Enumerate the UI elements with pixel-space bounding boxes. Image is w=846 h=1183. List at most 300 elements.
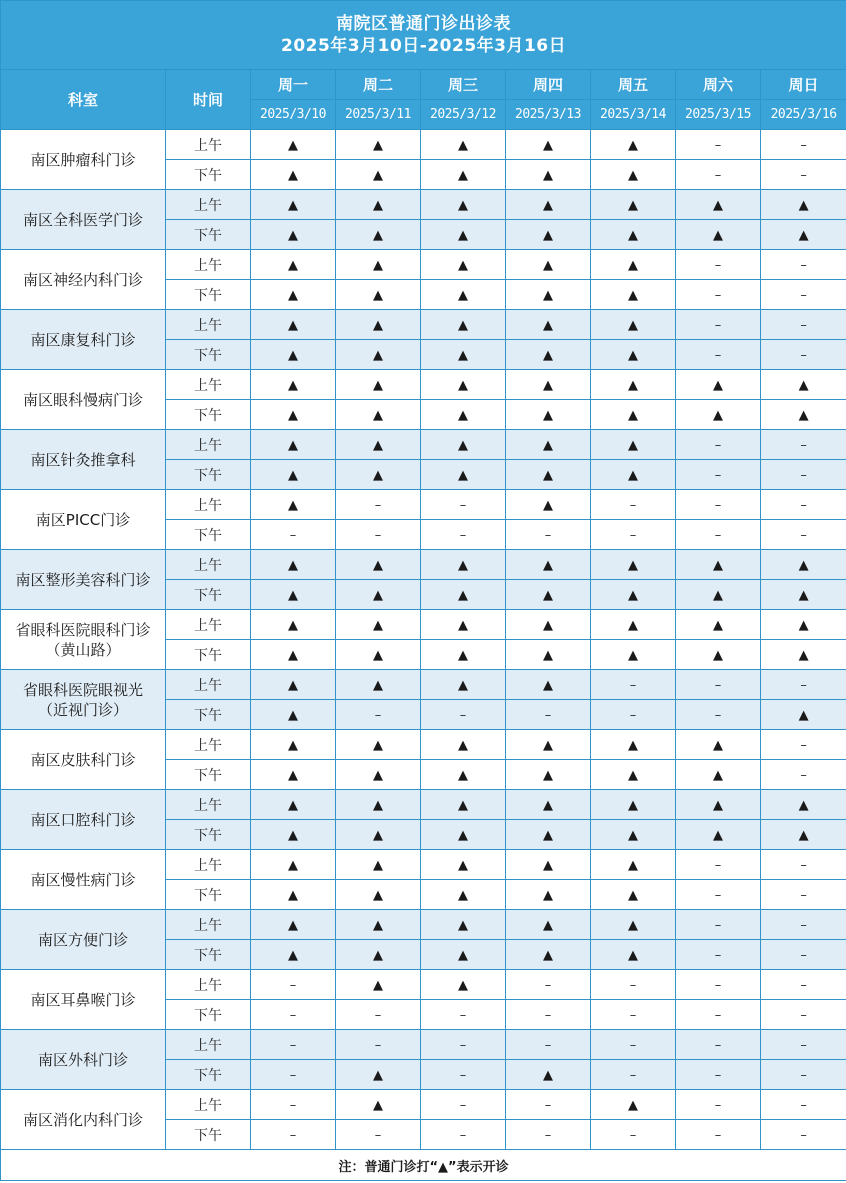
department-name	[1, 850, 166, 910]
open-marker-icon: ▲	[628, 287, 638, 303]
period-label: 上午	[166, 910, 251, 940]
schedule-cell	[506, 250, 591, 280]
table-row	[1, 190, 846, 220]
open-marker-icon: ▲	[543, 617, 553, 633]
schedule-cell	[251, 430, 336, 460]
open-marker-icon: ▲	[628, 887, 638, 903]
closed-dash: –	[374, 1127, 382, 1143]
open-marker-icon: ▲	[373, 1097, 383, 1113]
open-marker-icon: ▲	[373, 917, 383, 933]
schedule-cell	[336, 1090, 421, 1120]
open-marker-icon: ▲	[628, 167, 638, 183]
open-marker-icon: ▲	[458, 437, 468, 453]
department-name-line: 南区神经内科门诊	[22, 270, 143, 289]
open-marker-icon: ▲	[373, 857, 383, 873]
open-marker-icon: ▲	[543, 917, 553, 933]
open-marker-icon: ▲	[798, 707, 809, 723]
schedule-cell	[591, 520, 676, 550]
schedule-cell	[421, 460, 506, 490]
schedule-cell	[591, 340, 676, 370]
open-marker-icon: ▲	[458, 647, 468, 663]
schedule-cell	[251, 250, 336, 280]
schedule-cell	[761, 1030, 846, 1060]
schedule-cell	[761, 490, 846, 520]
open-marker-icon: ▲	[458, 467, 468, 483]
closed-dash: –	[374, 1037, 382, 1053]
schedule-cell	[591, 910, 676, 940]
open-marker-icon: ▲	[798, 197, 809, 213]
closed-dash: –	[714, 1127, 722, 1143]
closed-dash: –	[800, 977, 807, 993]
schedule-cell	[251, 160, 336, 190]
schedule-cell	[506, 280, 591, 310]
department-name-line: 南区耳鼻喉门诊	[30, 990, 136, 1009]
closed-dash: –	[374, 497, 382, 513]
department-name	[1, 730, 166, 790]
closed-dash: –	[629, 677, 637, 693]
closed-dash: –	[714, 527, 722, 543]
open-marker-icon: ▲	[373, 797, 383, 813]
schedule-cell	[251, 1060, 336, 1090]
department-name	[1, 310, 166, 370]
schedule-cell	[506, 1120, 591, 1150]
closed-dash: –	[800, 1037, 807, 1053]
schedule-cell	[761, 130, 846, 160]
open-marker-icon: ▲	[373, 197, 383, 213]
closed-dash: –	[800, 347, 807, 363]
schedule-cell	[336, 430, 421, 460]
closed-dash: –	[714, 1097, 722, 1113]
schedule-cell	[676, 250, 761, 280]
schedule-cell	[591, 730, 676, 760]
schedule-cell	[251, 190, 336, 220]
page-title: 南院区普通门诊出诊表	[336, 14, 512, 34]
schedule-cell	[591, 1030, 676, 1060]
schedule-cell	[336, 970, 421, 1000]
open-marker-icon: ▲	[373, 227, 383, 243]
open-marker-icon: ▲	[288, 557, 298, 573]
open-marker-icon: ▲	[628, 557, 638, 573]
department-name	[1, 1030, 166, 1090]
schedule-cell	[761, 1090, 846, 1120]
schedule-cell	[506, 970, 591, 1000]
schedule-cell	[336, 160, 421, 190]
open-marker-icon: ▲	[713, 227, 723, 243]
closed-dash: –	[544, 1007, 552, 1023]
table-row	[1, 730, 846, 760]
open-marker-icon: ▲	[288, 317, 298, 333]
open-marker-icon: ▲	[798, 617, 809, 633]
schedule-cell	[251, 820, 336, 850]
schedule-cell	[251, 760, 336, 790]
closed-dash: –	[289, 1037, 297, 1053]
department-name	[1, 430, 166, 490]
schedule-cell	[251, 1120, 336, 1150]
open-marker-icon: ▲	[713, 197, 723, 213]
department-name-line: 南区皮肤科门诊	[30, 750, 136, 769]
schedule-cell	[421, 580, 506, 610]
date-header: 2025/3/12	[421, 100, 506, 130]
open-marker-icon: ▲	[798, 557, 809, 573]
department-name-line: 南区康复科门诊	[30, 330, 136, 349]
table-row	[1, 490, 846, 520]
schedule-cell	[251, 730, 336, 760]
table-row	[1, 1030, 846, 1060]
schedule-cell	[676, 1090, 761, 1120]
department-name	[1, 1090, 166, 1150]
department-name-line: 南区全科医学门诊	[22, 210, 143, 229]
closed-dash: –	[459, 1067, 467, 1083]
open-marker-icon: ▲	[713, 557, 723, 573]
schedule-cell	[421, 220, 506, 250]
department-name-line: 南区慢性病门诊	[30, 870, 136, 889]
schedule-cell	[421, 340, 506, 370]
schedule-cell	[761, 670, 846, 700]
open-marker-icon: ▲	[628, 767, 638, 783]
schedule-cell	[336, 1000, 421, 1030]
open-marker-icon: ▲	[798, 377, 809, 393]
schedule-cell	[251, 610, 336, 640]
closed-dash: –	[714, 917, 722, 933]
department-name-line: 省眼科医院眼科门诊	[15, 620, 151, 639]
open-marker-icon: ▲	[543, 257, 553, 273]
schedule-cell	[251, 850, 336, 880]
schedule-cell	[676, 640, 761, 670]
schedule-cell	[251, 790, 336, 820]
time-header: 时间	[166, 70, 251, 130]
schedule-cell	[676, 700, 761, 730]
department-name	[1, 490, 166, 550]
open-marker-icon: ▲	[798, 407, 809, 423]
period-label: 下午	[166, 820, 251, 850]
table-row	[1, 1090, 846, 1120]
department-name-line: 省眼科医院眼视光	[22, 680, 143, 699]
open-marker-icon: ▲	[288, 947, 298, 963]
closed-dash: –	[629, 1127, 637, 1143]
open-marker-icon: ▲	[373, 1067, 383, 1083]
schedule-cell	[761, 760, 846, 790]
closed-dash: –	[544, 527, 552, 543]
schedule-cell	[591, 490, 676, 520]
table-title	[1, 1, 846, 70]
period-label: 上午	[166, 550, 251, 580]
period-label: 下午	[166, 340, 251, 370]
schedule-cell	[421, 310, 506, 340]
date-header: 2025/3/15	[676, 100, 761, 130]
date-header: 2025/3/13	[506, 100, 591, 130]
schedule-cell	[251, 970, 336, 1000]
department-name-line: 南区眼科慢病门诊	[22, 390, 143, 409]
schedule-cell	[336, 940, 421, 970]
open-marker-icon: ▲	[288, 917, 298, 933]
schedule-cell	[506, 370, 591, 400]
department-name-line: 南区PICC门诊	[35, 510, 131, 529]
schedule-cell	[336, 190, 421, 220]
period-label: 下午	[166, 1120, 251, 1150]
schedule-cell	[761, 580, 846, 610]
schedule-cell	[336, 760, 421, 790]
schedule-cell	[251, 130, 336, 160]
open-marker-icon: ▲	[458, 827, 468, 843]
open-marker-icon: ▲	[458, 557, 468, 573]
schedule-cell	[421, 250, 506, 280]
department-name-line: 南区外科门诊	[37, 1050, 128, 1069]
day-header: 周五	[591, 70, 676, 100]
closed-dash: –	[800, 857, 807, 873]
schedule-cell	[251, 310, 336, 340]
period-label: 上午	[166, 370, 251, 400]
schedule-cell	[421, 430, 506, 460]
schedule-cell	[421, 760, 506, 790]
open-marker-icon: ▲	[288, 887, 298, 903]
schedule-cell	[676, 850, 761, 880]
open-marker-icon: ▲	[628, 827, 638, 843]
closed-dash: –	[714, 1037, 722, 1053]
open-marker-icon: ▲	[543, 557, 553, 573]
schedule-cell	[506, 520, 591, 550]
closed-dash: –	[289, 977, 297, 993]
schedule-cell	[591, 190, 676, 220]
schedule-cell	[336, 640, 421, 670]
schedule-cell	[506, 550, 591, 580]
schedule-cell	[421, 370, 506, 400]
open-marker-icon: ▲	[543, 167, 553, 183]
open-marker-icon: ▲	[543, 227, 553, 243]
schedule-cell	[251, 340, 336, 370]
schedule-cell	[591, 310, 676, 340]
period-label: 下午	[166, 640, 251, 670]
closed-dash: –	[714, 437, 722, 453]
schedule-cell	[421, 520, 506, 550]
schedule-cell	[676, 1120, 761, 1150]
open-marker-icon: ▲	[458, 167, 468, 183]
closed-dash: –	[800, 437, 807, 453]
closed-dash: –	[629, 707, 637, 723]
period-label: 上午	[166, 970, 251, 1000]
schedule-cell	[676, 490, 761, 520]
department-name	[1, 790, 166, 850]
open-marker-icon: ▲	[458, 407, 468, 423]
open-marker-icon: ▲	[458, 317, 468, 333]
table-row	[1, 970, 846, 1000]
closed-dash: –	[629, 1037, 637, 1053]
date-range: 2025年3月10日-2025年3月16日	[280, 36, 567, 56]
schedule-cell	[591, 790, 676, 820]
open-marker-icon: ▲	[288, 677, 298, 693]
open-marker-icon: ▲	[458, 287, 468, 303]
schedule-cell	[591, 370, 676, 400]
schedule-cell	[761, 340, 846, 370]
open-marker-icon: ▲	[798, 827, 809, 843]
open-marker-icon: ▲	[543, 377, 553, 393]
closed-dash: –	[289, 1127, 297, 1143]
open-marker-icon: ▲	[543, 287, 553, 303]
schedule-cell	[336, 820, 421, 850]
schedule-cell	[421, 730, 506, 760]
open-marker-icon: ▲	[373, 827, 383, 843]
open-marker-icon: ▲	[458, 797, 468, 813]
schedule-cell	[761, 520, 846, 550]
open-marker-icon: ▲	[628, 227, 638, 243]
period-label: 上午	[166, 850, 251, 880]
open-marker-icon: ▲	[543, 797, 553, 813]
open-marker-icon: ▲	[628, 797, 638, 813]
closed-dash: –	[714, 707, 722, 723]
closed-dash: –	[800, 467, 807, 483]
period-label: 下午	[166, 280, 251, 310]
open-marker-icon: ▲	[373, 767, 383, 783]
schedule-cell	[251, 370, 336, 400]
open-marker-icon: ▲	[373, 407, 383, 423]
schedule-cell	[591, 160, 676, 190]
schedule-cell	[421, 940, 506, 970]
schedule-cell	[676, 220, 761, 250]
open-marker-icon: ▲	[458, 677, 468, 693]
schedule-cell	[591, 700, 676, 730]
open-marker-icon: ▲	[288, 737, 298, 753]
schedule-cell	[336, 550, 421, 580]
closed-dash: –	[714, 497, 722, 513]
open-marker-icon: ▲	[458, 197, 468, 213]
closed-dash: –	[374, 707, 382, 723]
schedule-cell	[421, 1000, 506, 1030]
open-marker-icon: ▲	[373, 647, 383, 663]
schedule-cell	[421, 880, 506, 910]
schedule-cell	[506, 160, 591, 190]
closed-dash: –	[800, 287, 807, 303]
schedule-cell	[336, 610, 421, 640]
schedule-cell	[761, 1060, 846, 1090]
schedule-cell	[506, 940, 591, 970]
schedule-cell	[761, 550, 846, 580]
day-header: 周一	[251, 70, 336, 100]
schedule-cell	[336, 790, 421, 820]
open-marker-icon: ▲	[288, 707, 298, 723]
schedule-cell	[251, 700, 336, 730]
schedule-cell	[591, 430, 676, 460]
schedule-cell	[336, 580, 421, 610]
schedule-cell	[591, 580, 676, 610]
open-marker-icon: ▲	[628, 647, 638, 663]
schedule-cell	[676, 730, 761, 760]
schedule-cell	[251, 280, 336, 310]
schedule-cell	[761, 700, 846, 730]
department-name-line: （近视门诊）	[37, 700, 128, 719]
open-marker-icon: ▲	[458, 617, 468, 633]
schedule-cell	[336, 130, 421, 160]
schedule-cell	[336, 670, 421, 700]
period-label: 下午	[166, 400, 251, 430]
schedule-cell	[676, 580, 761, 610]
period-label: 上午	[166, 1030, 251, 1060]
open-marker-icon: ▲	[288, 647, 298, 663]
schedule-cell	[336, 400, 421, 430]
schedule-cell	[506, 340, 591, 370]
open-marker-icon: ▲	[373, 257, 383, 273]
open-marker-icon: ▲	[543, 347, 553, 363]
open-marker-icon: ▲	[713, 617, 723, 633]
schedule-cell	[761, 1120, 846, 1150]
schedule-cell	[591, 550, 676, 580]
closed-dash: –	[459, 497, 467, 513]
schedule-cell	[676, 880, 761, 910]
period-label: 上午	[166, 730, 251, 760]
open-marker-icon: ▲	[288, 347, 298, 363]
schedule-cell	[591, 280, 676, 310]
schedule-cell	[676, 520, 761, 550]
schedule-cell	[336, 520, 421, 550]
closed-dash: –	[800, 527, 807, 543]
schedule-cell	[761, 160, 846, 190]
schedule-cell	[251, 910, 336, 940]
schedule-cell	[506, 310, 591, 340]
open-marker-icon: ▲	[628, 347, 638, 363]
department-name-line: 南区消化内科门诊	[22, 1110, 143, 1129]
period-label: 下午	[166, 520, 251, 550]
open-marker-icon: ▲	[628, 317, 638, 333]
open-marker-icon: ▲	[543, 467, 553, 483]
open-marker-icon: ▲	[373, 377, 383, 393]
open-marker-icon: ▲	[543, 407, 553, 423]
schedule-cell	[506, 880, 591, 910]
open-marker-icon: ▲	[373, 317, 383, 333]
schedule-cell	[251, 460, 336, 490]
schedule-cell	[676, 160, 761, 190]
schedule-cell	[336, 310, 421, 340]
schedule-cell	[251, 520, 336, 550]
date-header: 2025/3/14	[591, 100, 676, 130]
closed-dash: –	[800, 887, 807, 903]
schedule-cell	[591, 610, 676, 640]
schedule-cell	[761, 940, 846, 970]
open-marker-icon: ▲	[458, 257, 468, 273]
open-marker-icon: ▲	[628, 857, 638, 873]
open-marker-icon: ▲	[373, 587, 383, 603]
schedule-cell	[421, 190, 506, 220]
schedule-cell	[506, 1030, 591, 1060]
schedule-cell	[506, 460, 591, 490]
schedule-cell	[506, 430, 591, 460]
schedule-cell	[421, 280, 506, 310]
schedule-cell	[336, 880, 421, 910]
open-marker-icon: ▲	[543, 887, 553, 903]
schedule-cell	[676, 970, 761, 1000]
schedule-cell	[506, 790, 591, 820]
schedule-cell	[591, 850, 676, 880]
schedule-cell	[761, 850, 846, 880]
closed-dash: –	[459, 527, 467, 543]
open-marker-icon: ▲	[288, 137, 298, 153]
day-header: 周日	[761, 70, 846, 100]
closed-dash: –	[629, 977, 637, 993]
period-label: 下午	[166, 760, 251, 790]
schedule-cell	[676, 670, 761, 700]
schedule-cell	[421, 1090, 506, 1120]
period-label: 下午	[166, 1000, 251, 1030]
day-header: 周二	[336, 70, 421, 100]
footnote: 注：普通门诊打“▲”表示开诊	[1, 1150, 846, 1181]
schedule-cell	[251, 550, 336, 580]
schedule-cell	[251, 490, 336, 520]
open-marker-icon: ▲	[458, 587, 468, 603]
closed-dash: –	[459, 1037, 467, 1053]
schedule-cell	[336, 460, 421, 490]
open-marker-icon: ▲	[713, 407, 723, 423]
period-label: 上午	[166, 790, 251, 820]
open-marker-icon: ▲	[543, 137, 553, 153]
schedule-cell	[251, 580, 336, 610]
closed-dash: –	[714, 467, 722, 483]
